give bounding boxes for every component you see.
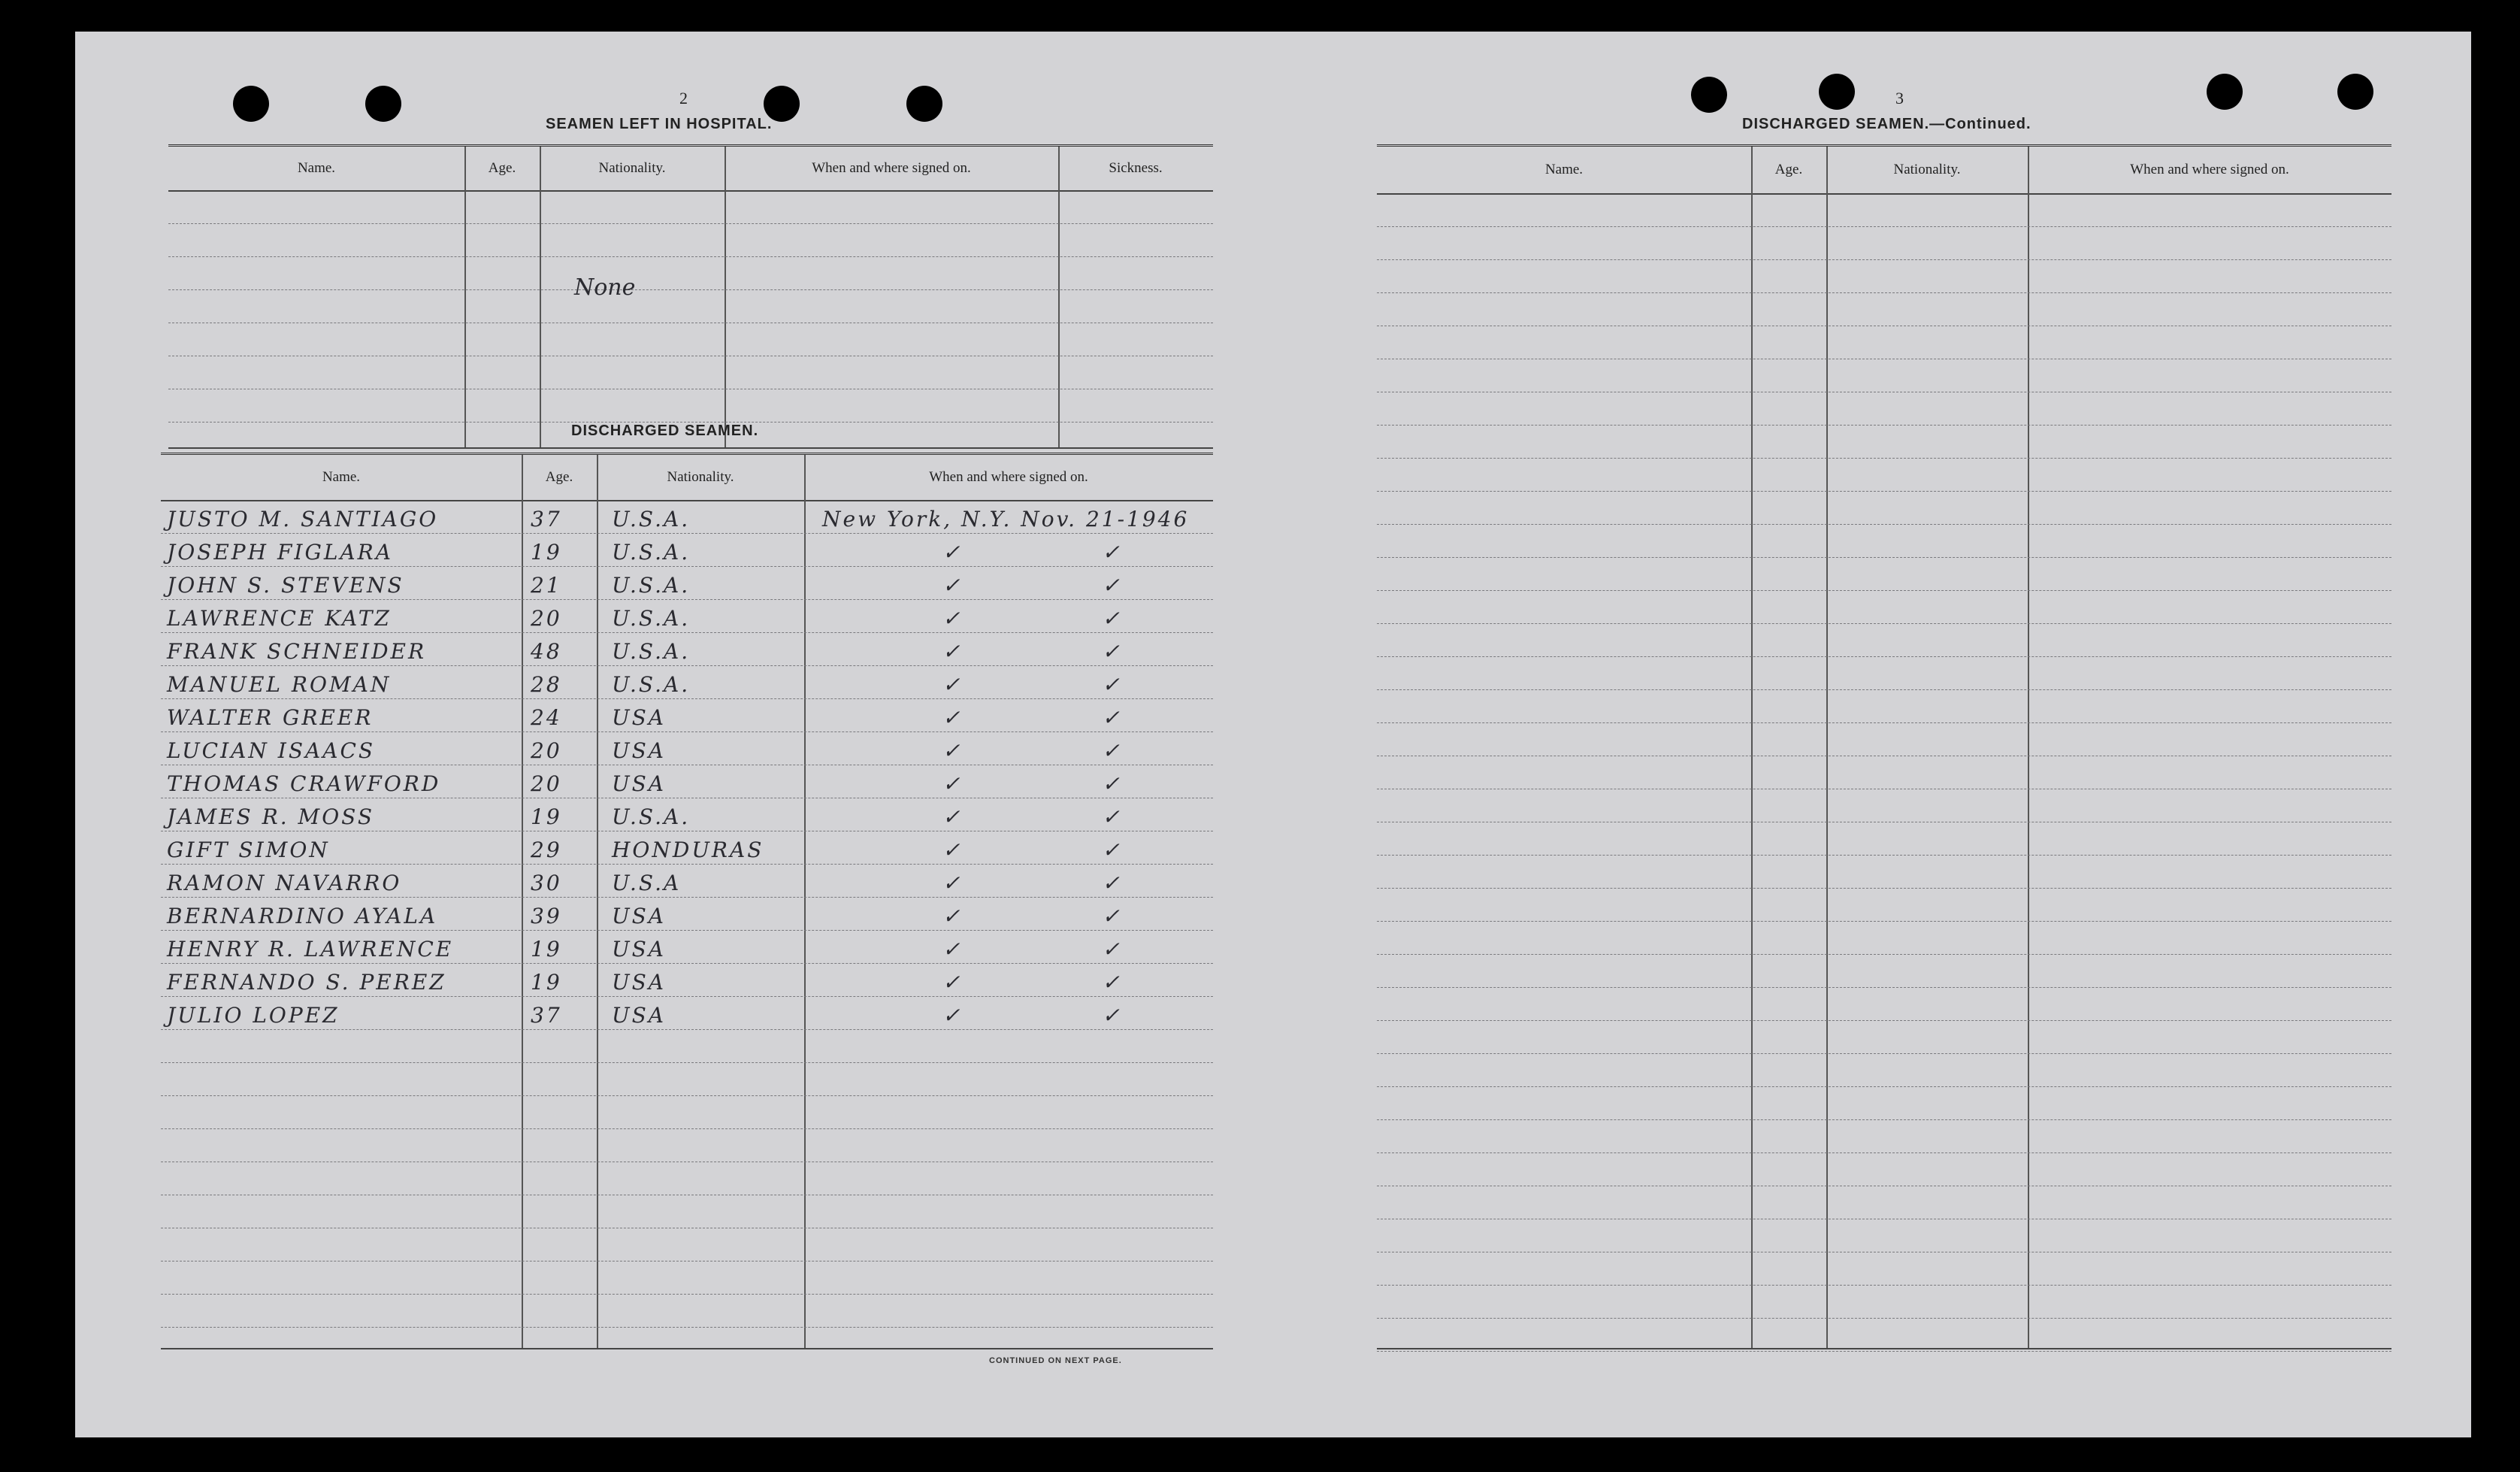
seaman-signed-on: ✓ ✓: [942, 771, 1187, 796]
seaman-name: JOHN S. STEVENS: [167, 573, 404, 598]
seaman-nationality: U.S.A.: [612, 507, 691, 532]
blank-row: [1377, 326, 2391, 359]
seaman-age: 19: [531, 970, 562, 995]
blank-row: [1377, 1285, 2391, 1319]
seaman-nationality: USA: [612, 705, 666, 730]
seaman-name: JUSTO M. SANTIAGO: [167, 507, 439, 532]
seaman-nationality: U.S.A.: [612, 573, 691, 598]
seaman-signed-on: ✓ ✓: [942, 639, 1187, 664]
table-row: [161, 533, 1213, 567]
seaman-nationality: U.S.A.: [612, 639, 691, 664]
blank-row: [1377, 226, 2391, 260]
seaman-age: 24: [531, 705, 562, 730]
blank-row: [168, 223, 1213, 224]
seaman-name: JOSEPH FIGLARA: [167, 540, 393, 565]
seaman-nationality: USA: [612, 970, 666, 995]
seaman-age: 37: [531, 507, 562, 532]
blank-row: [1377, 1186, 2391, 1219]
discharged-table: [161, 453, 1213, 1349]
blank-row: [1377, 756, 2391, 789]
header-signed-on: When and where signed on.: [929, 469, 1088, 485]
hospital-section-title: SEAMEN LEFT IN HOSPITAL.: [546, 116, 773, 132]
discharged-continued-title: DISCHARGED SEAMEN.—Continued.: [1742, 116, 2031, 132]
table-row: [161, 765, 1213, 798]
header-sickness: Sickness.: [1109, 160, 1163, 176]
blank-row: [168, 289, 1213, 290]
punch-hole: [2207, 74, 2243, 110]
blank-row: [1377, 623, 2391, 657]
blank-row: [161, 1128, 1213, 1162]
blank-row: [161, 1062, 1213, 1096]
seaman-signed-on: ✓ ✓: [942, 871, 1187, 895]
blank-row: [1377, 1020, 2391, 1054]
header-name: Name.: [297, 160, 336, 176]
blank-row: [1377, 954, 2391, 988]
seaman-name: FERNANDO S. PEREZ: [167, 970, 446, 995]
table-row: [161, 500, 1213, 534]
table-row: [161, 632, 1213, 666]
blank-row: [1377, 491, 2391, 525]
seaman-signed-on: ✓ ✓: [942, 970, 1187, 995]
seaman-name: THOMAS CRAWFORD: [167, 771, 441, 796]
blank-row: [161, 1095, 1213, 1129]
punch-hole: [1819, 74, 1855, 110]
table-row: [161, 798, 1213, 831]
blank-row: [1377, 987, 2391, 1021]
seaman-signed-on: ✓ ✓: [942, 672, 1187, 697]
blank-row: [161, 1261, 1213, 1295]
seaman-age: 48: [531, 639, 562, 664]
seaman-name: MANUEL ROMAN: [167, 672, 392, 697]
seaman-name: HENRY R. LAWRENCE: [167, 937, 454, 962]
table-row: [161, 731, 1213, 765]
blank-row: [1377, 1252, 2391, 1286]
blank-row: [1377, 259, 2391, 293]
page-number-left: 2: [679, 89, 688, 108]
seaman-nationality: U.S.A.: [612, 672, 691, 697]
blank-row: [1377, 359, 2391, 392]
table-row: [161, 996, 1213, 1030]
seaman-nationality: HONDURAS: [612, 837, 764, 862]
header-name: Name.: [322, 469, 361, 485]
blank-row: [1377, 524, 2391, 558]
header-nationality: Nationality.: [1893, 162, 1961, 177]
blank-row: [161, 1029, 1213, 1063]
blank-row: [1377, 1318, 2391, 1352]
seaman-nationality: U.S.A.: [612, 540, 691, 565]
blank-row: [1377, 392, 2391, 426]
table-row: [161, 599, 1213, 633]
seaman-name: FRANK SCHNEIDER: [167, 639, 427, 664]
seaman-age: 28: [531, 672, 562, 697]
seaman-name: JAMES R. MOSS: [167, 804, 375, 829]
seaman-nationality: U.S.A.: [612, 804, 691, 829]
header-name: Name.: [1544, 162, 1584, 177]
blank-row: [1377, 921, 2391, 955]
table-row: [161, 930, 1213, 964]
blank-row: [161, 1294, 1213, 1328]
page-number-right: 3: [1895, 89, 1904, 108]
seaman-nationality: USA: [612, 738, 666, 763]
seaman-signed-on: New York, N.Y. Nov. 21-1946: [822, 507, 1190, 532]
seaman-name: WALTER GREER: [167, 705, 374, 730]
blank-row: [1377, 1152, 2391, 1186]
punch-hole: [365, 86, 401, 122]
header-age: Age.: [488, 160, 516, 176]
seaman-nationality: USA: [612, 771, 666, 796]
punch-hole: [1691, 77, 1727, 113]
seaman-age: 21: [531, 573, 562, 598]
seaman-name: BERNARDINO AYALA: [167, 904, 438, 928]
seaman-age: 20: [531, 738, 562, 763]
discharged-table-header: [161, 455, 1213, 501]
blank-row: [1377, 722, 2391, 756]
blank-row: [1377, 557, 2391, 591]
seaman-nationality: USA: [612, 1003, 666, 1028]
hospital-none-note: None: [574, 274, 636, 301]
seaman-age: 30: [531, 871, 562, 895]
continued-table-header: [1377, 147, 2391, 195]
seaman-age: 20: [531, 606, 562, 631]
seaman-nationality: USA: [612, 937, 666, 962]
seaman-age: 19: [531, 540, 562, 565]
seaman-signed-on: ✓ ✓: [942, 606, 1187, 631]
blank-row: [1377, 193, 2391, 227]
ledger-sheet: [75, 32, 2471, 1437]
seaman-age: 39: [531, 904, 562, 928]
seaman-name: GIFT SIMON: [167, 837, 330, 862]
blank-row: [1377, 1053, 2391, 1087]
seaman-name: LUCIAN ISAACS: [167, 738, 376, 763]
blank-row: [1377, 425, 2391, 459]
blank-row: [168, 256, 1213, 257]
seaman-signed-on: ✓ ✓: [942, 937, 1187, 962]
seaman-signed-on: ✓ ✓: [942, 705, 1187, 730]
seaman-nationality: U.S.A.: [612, 606, 691, 631]
blank-row: [1377, 822, 2391, 856]
blank-row: [1377, 458, 2391, 492]
blank-row: [1377, 689, 2391, 723]
seaman-signed-on: ✓ ✓: [942, 738, 1187, 763]
blank-row: [1377, 1119, 2391, 1153]
table-row: [161, 831, 1213, 865]
blank-row: [161, 1162, 1213, 1195]
header-age: Age.: [545, 469, 573, 485]
punch-hole: [906, 86, 942, 122]
header-nationality: Nationality.: [598, 160, 666, 176]
table-row: [161, 963, 1213, 997]
header-signed-on: When and where signed on.: [812, 160, 971, 176]
seaman-signed-on: ✓ ✓: [942, 540, 1187, 565]
header-signed-on: When and where signed on.: [2130, 162, 2289, 177]
punch-hole: [2337, 74, 2373, 110]
blank-row: [1377, 1086, 2391, 1120]
table-row: [161, 897, 1213, 931]
table-row: [161, 698, 1213, 732]
seaman-age: 19: [531, 804, 562, 829]
header-age: Age.: [1774, 162, 1803, 177]
blank-row: [1377, 888, 2391, 922]
seaman-age: 20: [531, 771, 562, 796]
seaman-signed-on: ✓ ✓: [942, 904, 1187, 928]
seaman-name: JULIO LOPEZ: [167, 1003, 340, 1028]
seaman-name: RAMON NAVARRO: [167, 871, 402, 895]
discharged-section-title: DISCHARGED SEAMEN.: [571, 423, 759, 439]
punch-hole: [233, 86, 269, 122]
seaman-age: 29: [531, 837, 562, 862]
blank-row: [1377, 789, 2391, 822]
seaman-nationality: U.S.A: [612, 871, 682, 895]
header-nationality: Nationality.: [667, 469, 734, 485]
seaman-nationality: USA: [612, 904, 666, 928]
table-row: [161, 665, 1213, 699]
blank-row: [1377, 855, 2391, 889]
blank-row: [1377, 292, 2391, 326]
seaman-signed-on: ✓ ✓: [942, 1003, 1187, 1028]
table-row: [161, 864, 1213, 898]
discharged-continued-table: [1377, 144, 2391, 1349]
hospital-table-header: [168, 147, 1213, 192]
seaman-name: LAWRENCE KATZ: [167, 606, 392, 631]
blank-row: [1377, 590, 2391, 624]
blank-row: [161, 1228, 1213, 1261]
seaman-signed-on: ✓ ✓: [942, 804, 1187, 829]
seaman-age: 19: [531, 937, 562, 962]
blank-row: [161, 1195, 1213, 1228]
seaman-age: 37: [531, 1003, 562, 1028]
seaman-signed-on: ✓ ✓: [942, 573, 1187, 598]
hospital-table: [168, 144, 1213, 449]
blank-row: [1377, 1219, 2391, 1252]
table-row: [161, 566, 1213, 600]
continued-note: CONTINUED ON NEXT PAGE.: [989, 1356, 1122, 1365]
seaman-signed-on: ✓ ✓: [942, 837, 1187, 862]
blank-row: [1377, 656, 2391, 690]
